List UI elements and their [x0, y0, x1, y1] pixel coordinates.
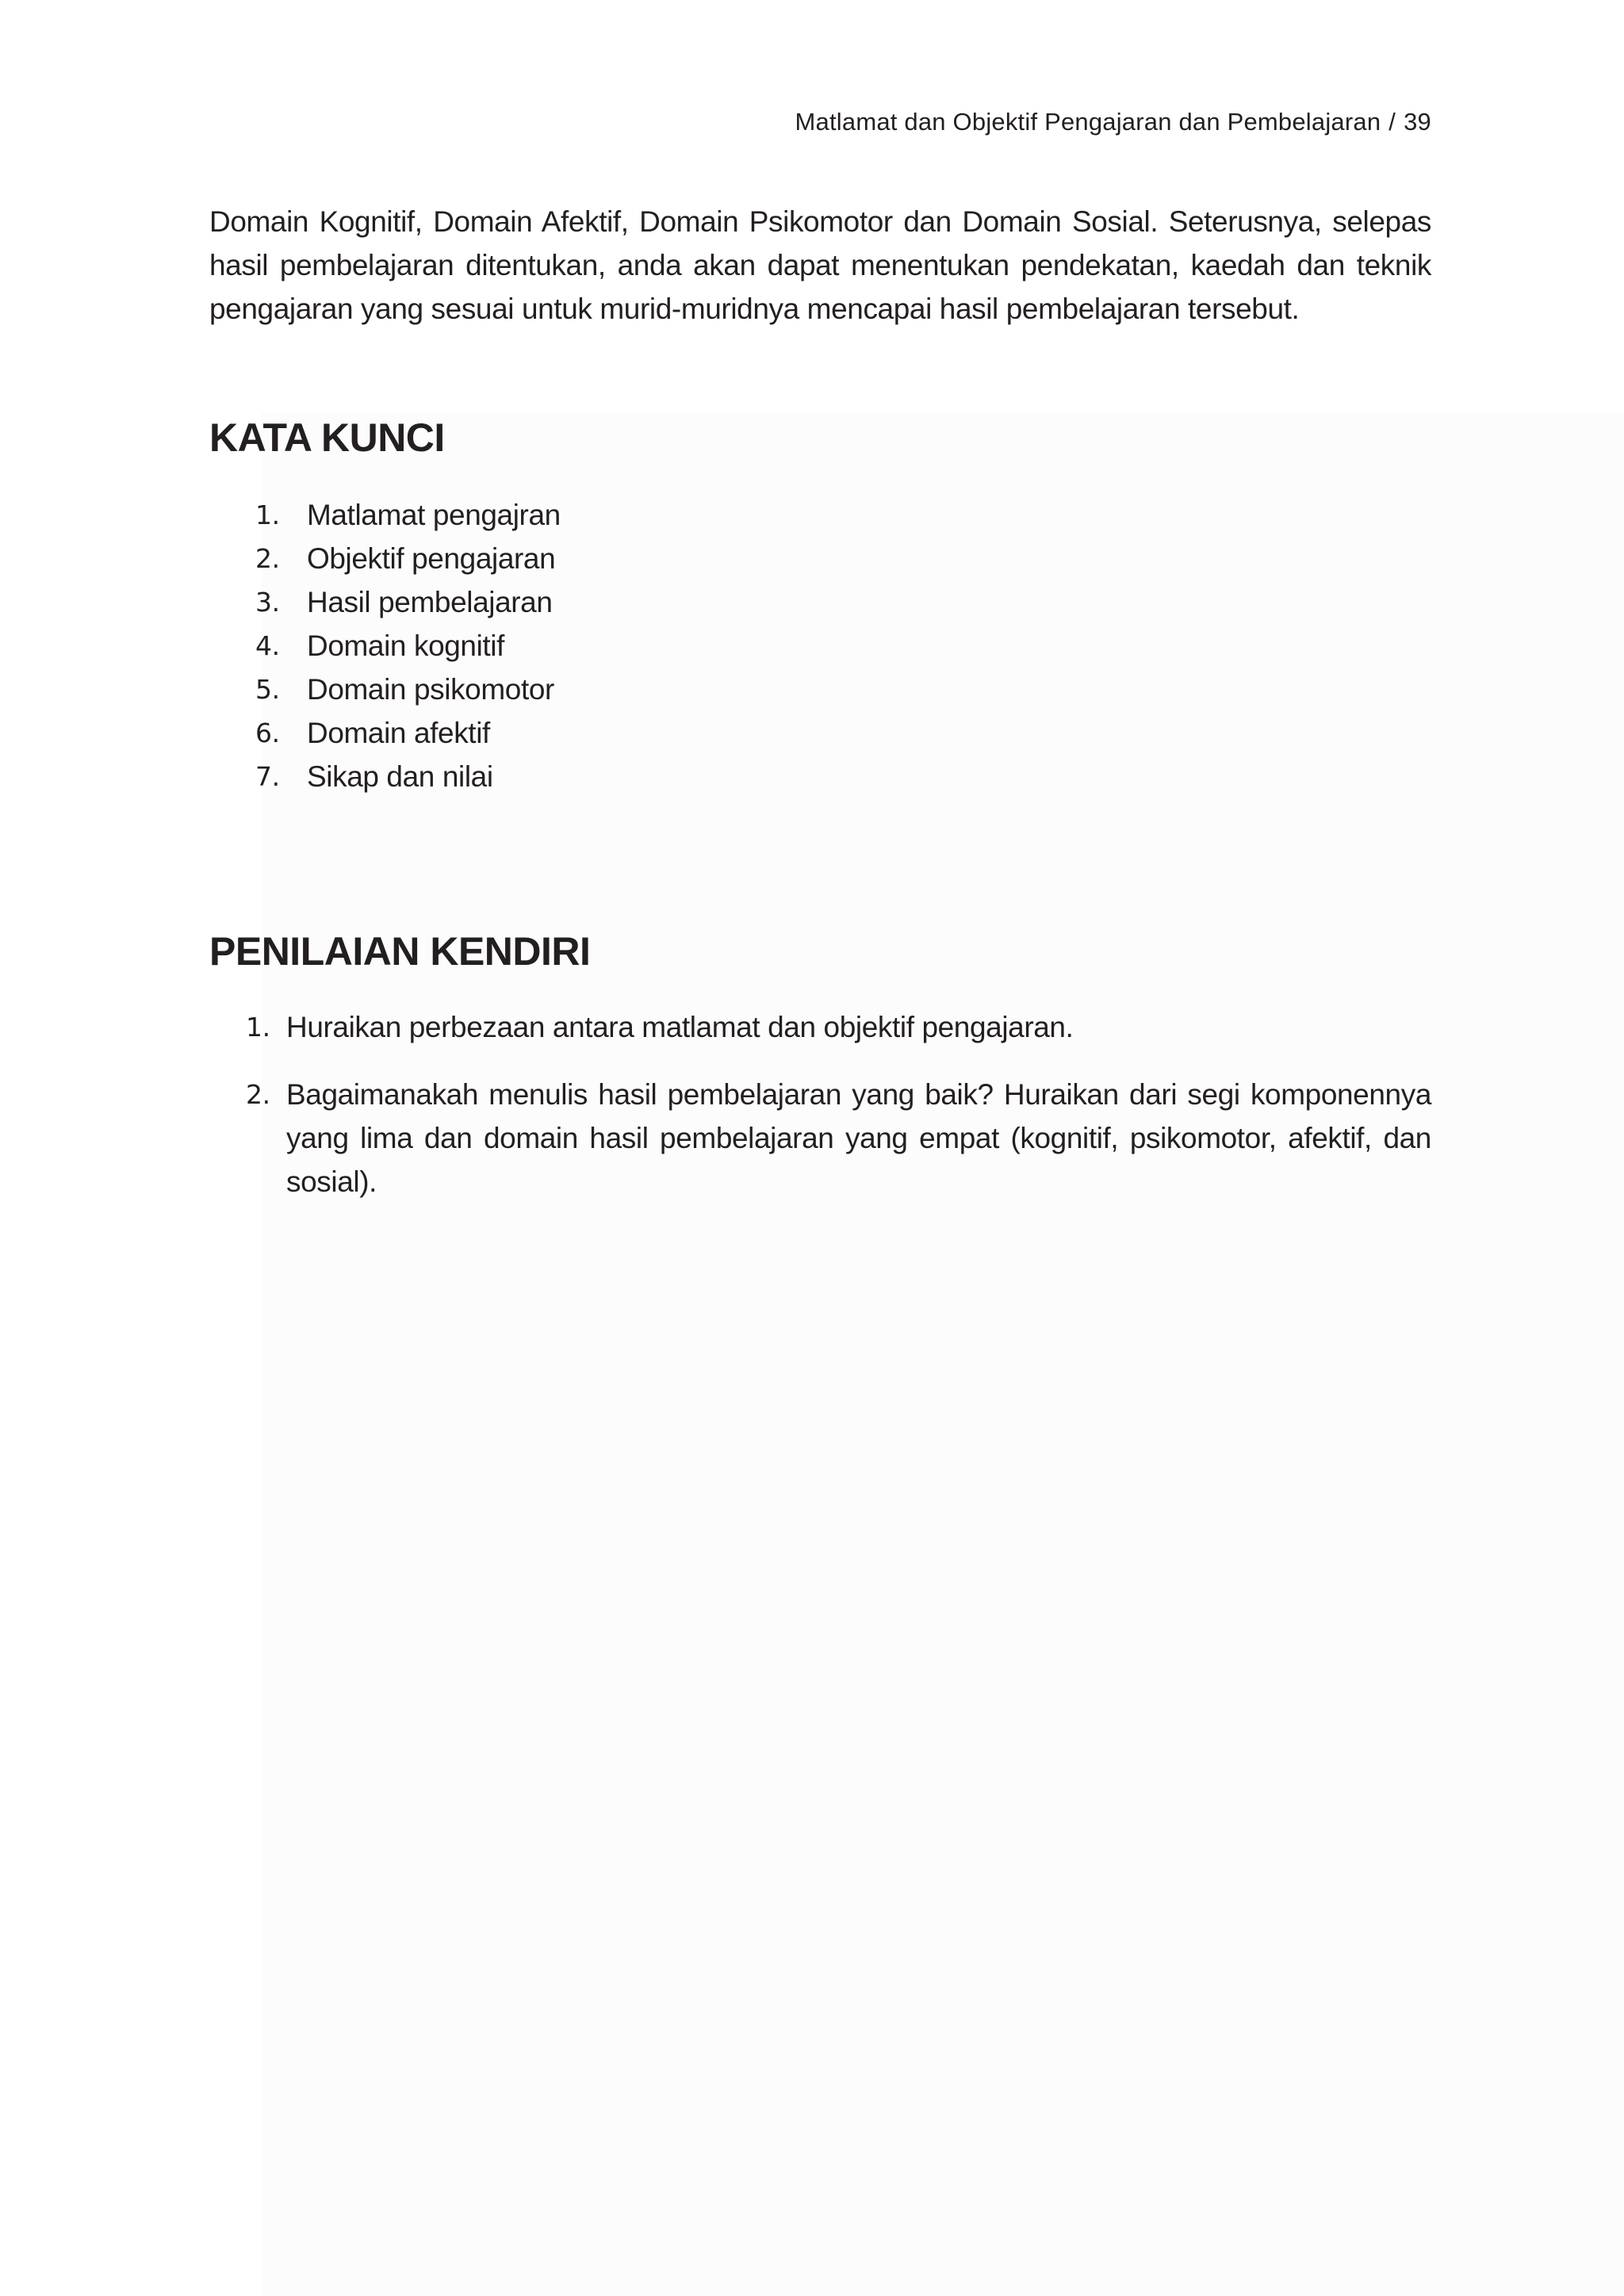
- page-number: 39: [1404, 108, 1431, 136]
- item-text: Domain afektif: [307, 717, 490, 749]
- intro-paragraph: Domain Kognitif, Domain Afektif, Domain Psikomotor dan Domain Sosial. Seterusnya, selepas hasil pembelajaran ditentukan, anda akan dapat menentukan pendekatan, kaedah dan teknik pengajaran yang sesuai untuk murid-muridnya mencapai hasil pembelajaran tersebut.: [209, 205, 1431, 325]
- item-text: Domain psikomotor: [307, 673, 554, 706]
- kata-kunci-item: [255, 711, 561, 755]
- penilaian-kendiri-list: [246, 1005, 1431, 1203]
- item-number: 1.: [255, 499, 280, 530]
- kata-kunci-item: [255, 537, 561, 580]
- penilaian-kendiri-item: [246, 1005, 1431, 1049]
- item-text: Huraikan perbezaan antara matlamat dan objektif pengajaran.: [286, 1011, 1074, 1043]
- item-number: 2.: [255, 543, 280, 574]
- kata-kunci-item: [255, 493, 561, 537]
- penilaian-kendiri-heading: PENILAIAN KENDIRI: [209, 929, 591, 974]
- kata-kunci-item: [255, 580, 561, 624]
- running-header: [795, 106, 1431, 138]
- running-header-separator: /: [1388, 108, 1396, 136]
- item-number: 1.: [246, 1012, 270, 1043]
- item-number: 2.: [246, 1079, 270, 1110]
- item-number: 3.: [255, 587, 280, 618]
- kata-kunci-item: [255, 755, 561, 798]
- kata-kunci-item: [255, 624, 561, 668]
- penilaian-kendiri-item: [246, 1073, 1431, 1203]
- item-number: 4.: [255, 630, 280, 661]
- item-text: Matlamat pengajran: [307, 499, 561, 531]
- item-number: 6.: [255, 718, 280, 748]
- item-text: Hasil pembelajaran: [307, 586, 553, 618]
- item-text: Domain kognitif: [307, 629, 505, 662]
- item-text: Objektif pengajaran: [307, 542, 556, 575]
- item-number: 5.: [255, 674, 280, 705]
- kata-kunci-item: [255, 668, 561, 711]
- kata-kunci-list: [255, 493, 561, 798]
- item-number: 7.: [255, 761, 280, 792]
- kata-kunci-heading: KATA KUNCI: [209, 415, 445, 460]
- item-text: Bagaimanakah menulis hasil pembelajaran yang baik? Huraikan dari segi komponennya yang lima dan domain hasil pembelajaran yang empat (kognitif, psikomotor, afektif, dan sosial).: [286, 1078, 1431, 1198]
- item-text: Sikap dan nilai: [307, 760, 493, 793]
- running-header-title: Matlamat dan Objektif Pengajaran dan Pembelajaran: [795, 108, 1381, 136]
